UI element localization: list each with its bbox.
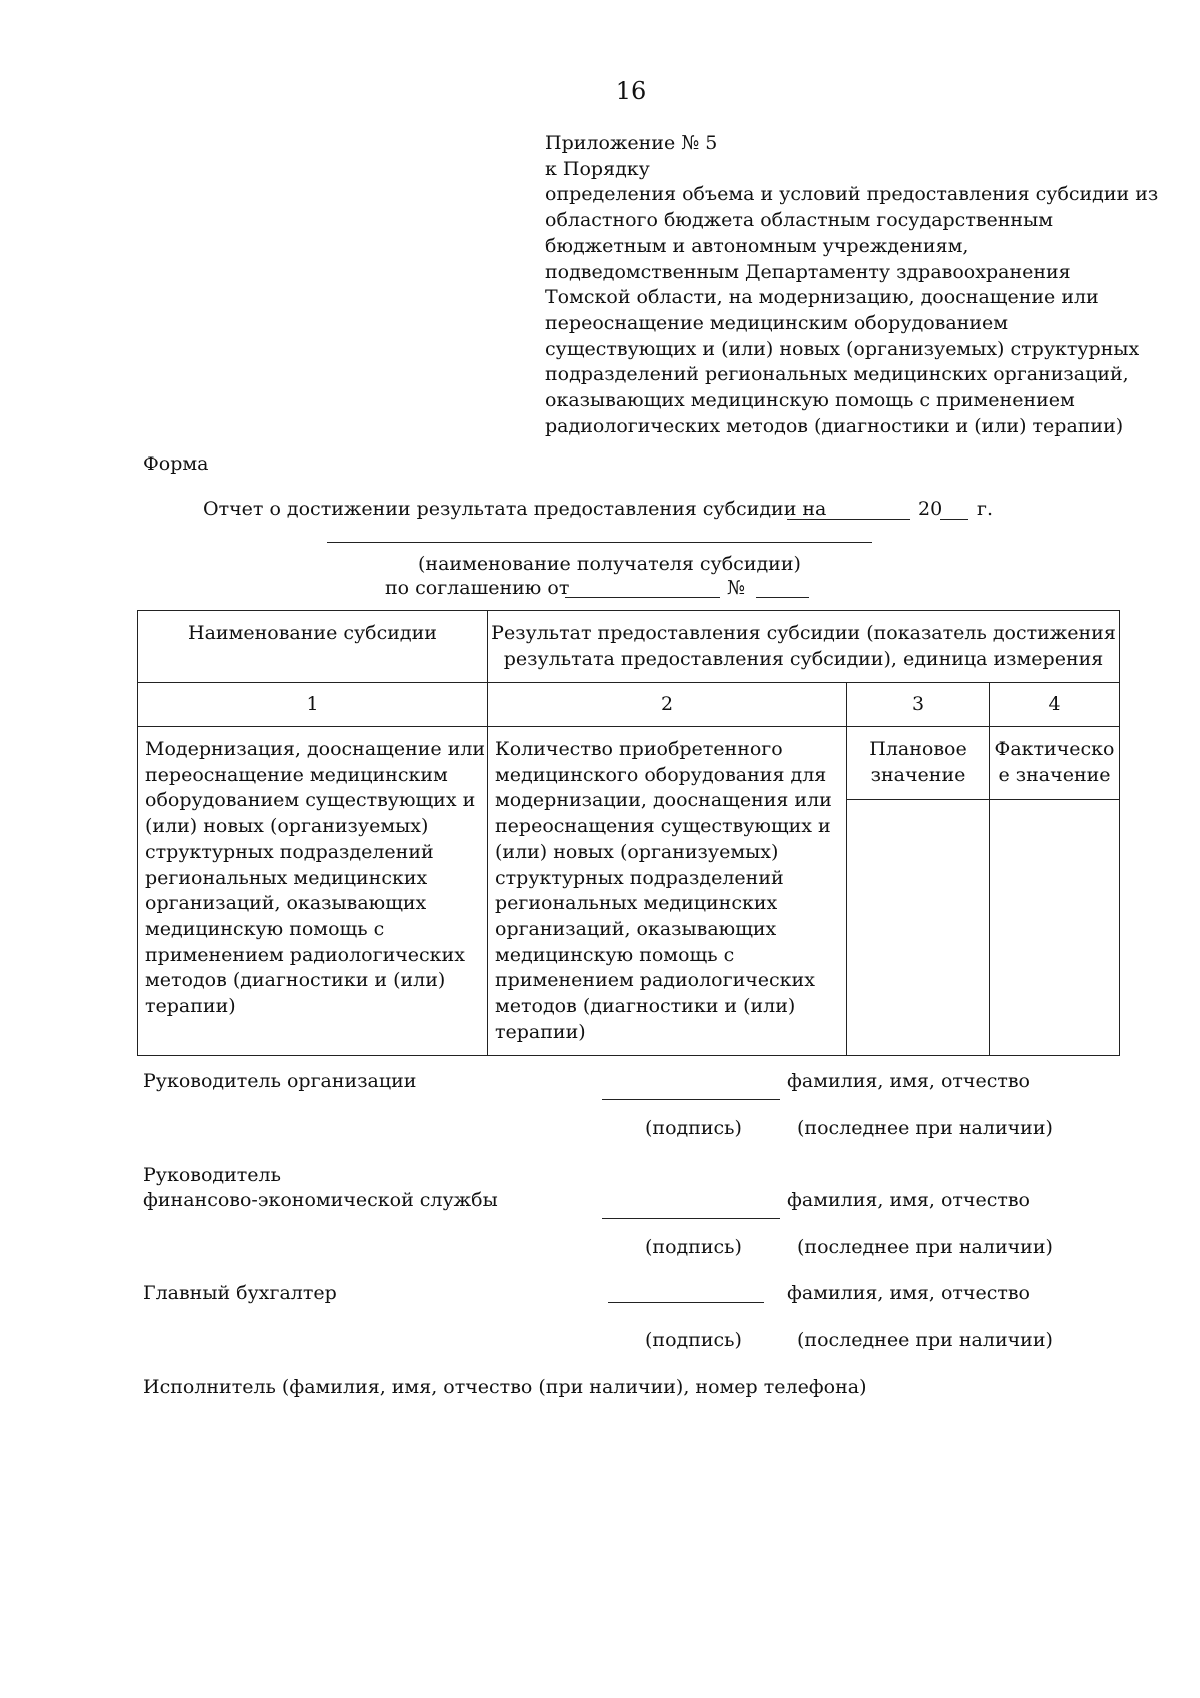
head-fin-signature-line[interactable] xyxy=(602,1218,780,1219)
report-year: 20 xyxy=(918,498,943,520)
head-org-signature-line[interactable] xyxy=(602,1099,780,1100)
appendix-line: определения объема и условий предоставления субсидии из xyxy=(545,183,1159,206)
head-fin-label-line1: Руководитель xyxy=(143,1164,281,1186)
appendix-line: существующих и (или) новых (организуемых) структурных xyxy=(545,337,1140,360)
column-number: 2 xyxy=(488,683,847,727)
agreement-number-blank[interactable] xyxy=(756,597,809,598)
chief-accountant-signature-line[interactable] xyxy=(608,1302,764,1303)
planned-value-input[interactable] xyxy=(847,800,989,1050)
head-org-fio: фамилия, имя, отчество xyxy=(787,1070,1030,1092)
chief-accountant-label: Главный бухгалтер xyxy=(143,1282,337,1304)
planned-value-cell xyxy=(847,727,990,1056)
table-row xyxy=(138,727,1120,1056)
column-number: 1 xyxy=(138,683,488,727)
appendix-line: радиологических методов (диагностики и (или) терапии) xyxy=(545,414,1124,437)
subsidy-name-cell: Модернизация, дооснащение или переоснащение медицинским оборудованием существующих и (или) новых (организуемых) структурных подразделений региональных медицинских организаций, оказывающих медицинскую помощь с применением радиологических методов (диагностики и (или) терапии) xyxy=(138,727,488,1056)
head-org-label: Руководитель организации xyxy=(143,1070,417,1092)
head-fin-fio: фамилия, имя, отчество xyxy=(787,1189,1030,1211)
head-fin-label-line2: финансово-экономической службы xyxy=(143,1189,498,1211)
last-name-caption: (последнее при наличии) xyxy=(797,1329,1053,1351)
last-name-caption: (последнее при наличии) xyxy=(797,1236,1053,1258)
chief-accountant-fio: фамилия, имя, отчество xyxy=(787,1282,1030,1304)
actual-value-input[interactable] xyxy=(990,800,1119,1050)
actual-value-header: Фактическо е значение xyxy=(990,727,1119,800)
form-label: Форма xyxy=(143,453,209,475)
report-year-suffix: г. xyxy=(977,498,993,520)
appendix-line: областного бюджета областным государственным xyxy=(545,209,1053,232)
signature-caption: (подпись) xyxy=(645,1329,742,1351)
agreement-prefix: по соглашению от xyxy=(385,577,570,599)
header-subsidy-name: Наименование субсидии xyxy=(138,611,488,683)
appendix-line: переоснащение медицинским оборудованием xyxy=(545,311,1009,334)
appendix-line: оказывающих медицинскую помощь с применением xyxy=(545,389,1075,412)
signature-caption: (подпись) xyxy=(645,1117,742,1139)
report-date-blank[interactable] xyxy=(787,519,910,520)
appendix-line: Приложение № 5 xyxy=(545,132,718,154)
actual-value-cell xyxy=(990,727,1120,1056)
column-number: 4 xyxy=(990,683,1120,727)
report-table xyxy=(137,610,1120,1056)
column-number-row xyxy=(138,683,1120,727)
last-name-caption: (последнее при наличии) xyxy=(797,1117,1053,1139)
report-year-blank[interactable] xyxy=(940,519,968,520)
result-indicator-cell: Количество приобретенного медицинского оборудования для модернизации, дооснащения или переоснащения существующих и (или) новых (организуемых) структурных подразделений региональных медицинских организаций, оказывающих медицинскую помощь с применением радиологических методов (диагностики и (или) терапии) xyxy=(488,727,847,1056)
appendix-line: Томской области, на модернизацию, дооснащение или xyxy=(545,286,1099,309)
planned-value-header: Плановое значение xyxy=(847,727,989,800)
report-title: Отчет о достижении результата предоставления субсидии на xyxy=(203,498,827,520)
signature-caption: (подпись) xyxy=(645,1236,742,1258)
appendix-line: бюджетным и автономным учреждениям, xyxy=(545,234,969,257)
appendix-line: подведомственным Департаменту здравоохранения xyxy=(545,260,1071,283)
appendix-line: к Порядку xyxy=(545,157,650,180)
page-number: 16 xyxy=(615,77,647,105)
appendix-line: подразделений региональных медицинских организаций, xyxy=(545,363,1129,386)
appendix-header xyxy=(545,131,1158,439)
executor-label: Исполнитель (фамилия, имя, отчество (при наличии), номер телефона) xyxy=(143,1376,867,1398)
agreement-date-blank[interactable] xyxy=(565,597,720,598)
agreement-number-sign: № xyxy=(727,577,745,599)
recipient-name-blank[interactable] xyxy=(327,542,872,543)
column-number: 3 xyxy=(847,683,990,727)
header-result: Результат предоставления субсидии (показатель достижения результата предоставления субсидии), единица измерения xyxy=(488,611,1120,683)
recipient-caption: (наименование получателя субсидии) xyxy=(418,553,801,575)
table-header-row xyxy=(138,611,1120,683)
